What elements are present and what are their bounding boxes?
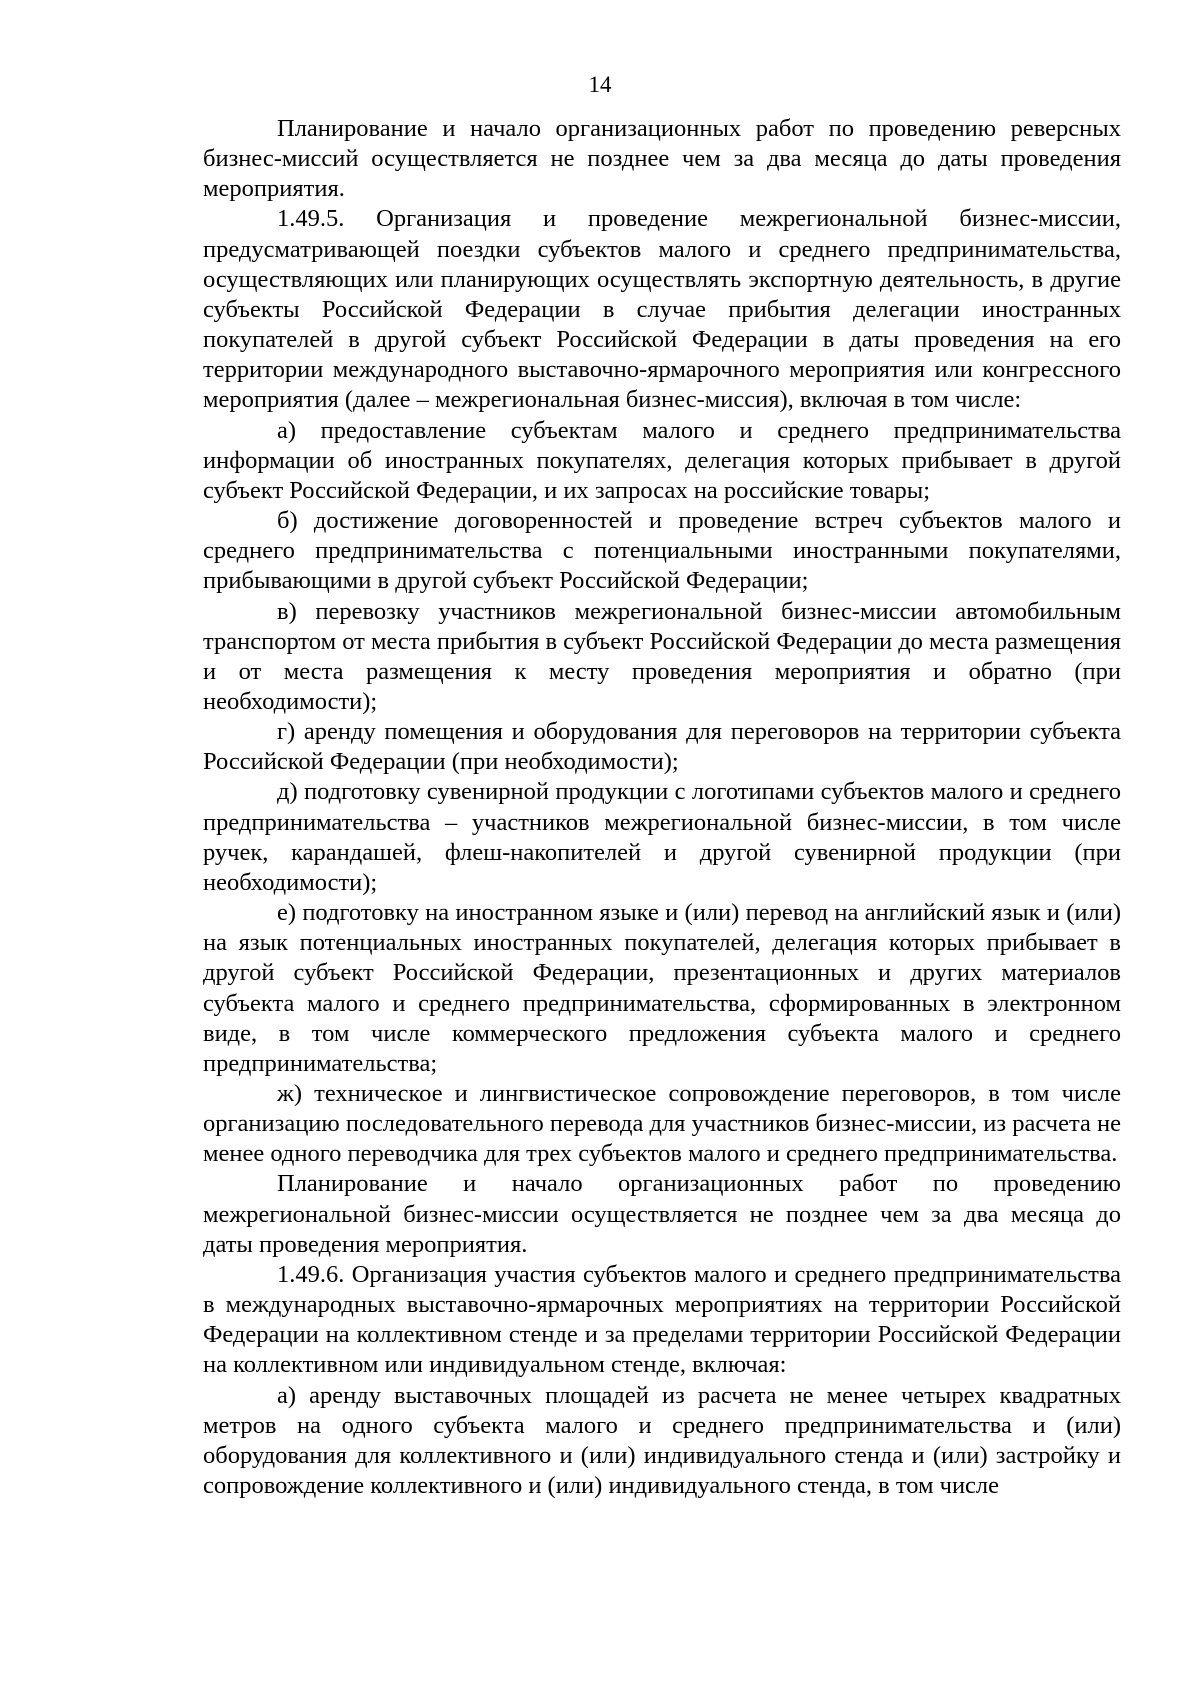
paragraph: Планирование и начало организационных работ по проведению межрегиональной бизнес-миссии осуществляется не позднее чем за два месяца до даты проведения мероприятия. [203, 1170, 1121, 1258]
paragraph: 1.49.5. Организация и проведение межрегиональной бизнес-миссии, предусматривающей поездки субъектов малого и среднего предпринимательства, осуществляющих или планирующих осуществлять экспортную деятельность, в другие субъекты Российской Федерации в случае прибытия делегации иностранных покупателей в другой субъект Российской Федерации в даты проведения на его территории международного выставочно-ярмарочного мероприятия или конгрессного мероприятия (далее – межрегиональная бизнес-миссия), включая в том числе: [203, 205, 1121, 414]
paragraph: д) подготовку сувенирной продукции с логотипами субъектов малого и среднего предпринимательства – участников межрегиональной бизнес-миссии, в том числе ручек, карандашей, флеш-накопителей и другой сувенирной продукции (при необходимости); [203, 778, 1121, 896]
paragraph: б) достижение договоренностей и проведение встреч субъектов малого и среднего предпринимательства с потенциальными иностранными покупателями, прибывающими в другой субъект Российской Федерации; [203, 507, 1121, 595]
paragraph: Планирование и начало организационных работ по проведению реверсных бизнес-миссий осуществляется не позднее чем за два месяца до даты проведения мероприятия. [203, 115, 1121, 203]
paragraph: ж) техническое и лингвистическое сопровождение переговоров, в том числе организацию последовательного перевода для участников бизнес-миссии, из расчета не менее одного переводчика для трех субъектов малого и среднего предпринимательства. [203, 1080, 1121, 1168]
paragraph: г) аренду помещения и оборудования для переговоров на территории субъекта Российской Федерации (при необходимости); [203, 718, 1121, 776]
document-body [203, 114, 1121, 1501]
page-number: 14 [588, 72, 612, 97]
paragraph: е) подготовку на иностранном языке и (или) перевод на английский язык и (или) на язык потенциальных иностранных покупателей, делегация которых прибывает в другой субъект Российской Федерации, презентационных и других материалов субъекта малого и среднего предпринимательства, сформированных в электронном виде, в том числе коммерческого предложения субъекта малого и среднего предпринимательства; [203, 899, 1121, 1077]
paragraph: 1.49.6. Организация участия субъектов малого и среднего предпринимательства в международных выставочно-ярмарочных мероприятиях на территории Российской Федерации на коллективном стенде и за пределами территории Российской Федерации на коллективном или индивидуальном стенде, включая: [203, 1260, 1121, 1379]
paragraph: а) аренду выставочных площадей из расчета не менее четырех квадратных метров на одного субъекта малого и среднего предпринимательства и (или) оборудования для коллективного и (или) индивидуального стенда и (или) застройку и сопровождение коллективного и (или) индивидуального стенда, в том числе [203, 1381, 1121, 1500]
paragraph: в) перевозку участников межрегиональной бизнес-миссии автомобильным транспортом от места прибытия в субъект Российской Федерации до места размещения и от места размещения к месту проведения мероприятия и обратно (при необходимости); [203, 597, 1121, 715]
paragraph: а) предоставление субъектам малого и среднего предпринимательства информации об иностранных покупателях, делегация которых прибывает в другой субъект Российской Федерации, и их запросах на российские товары; [203, 416, 1121, 504]
